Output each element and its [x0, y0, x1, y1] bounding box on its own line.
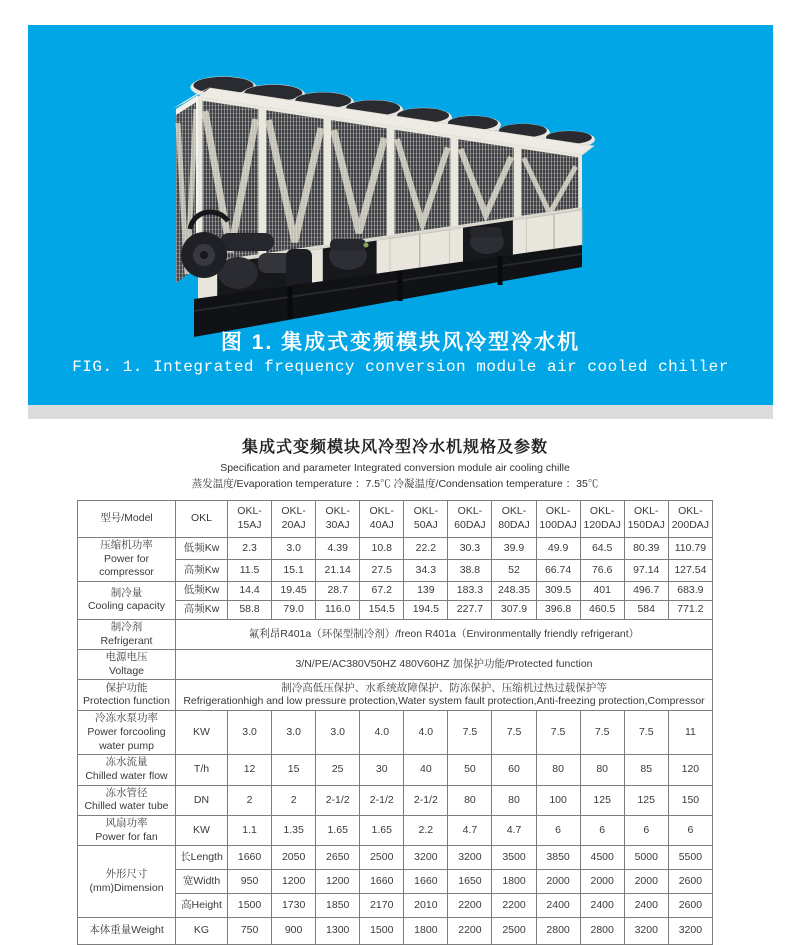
spec-cell: 125 [580, 785, 624, 815]
spec-cell: 496.7 [624, 581, 668, 600]
spec-cell: 14.4 [228, 581, 272, 600]
spec-cell: 2600 [668, 894, 712, 918]
row-label: 保护功能 Protection function [78, 680, 176, 711]
spec-cell: 2200 [448, 918, 492, 945]
spec-cell: 3200 [448, 846, 492, 870]
spec-cell: 125 [624, 785, 668, 815]
spec-cell: 2400 [580, 894, 624, 918]
figure-panel-shadow [28, 405, 773, 419]
spec-cell: 683.9 [668, 581, 712, 600]
spec-cell: 460.5 [580, 600, 624, 619]
spec-cell: 60 [492, 755, 536, 785]
spec-cell: 771.2 [668, 600, 712, 619]
spec-cell: 307.9 [492, 600, 536, 619]
spec-cell: 67.2 [360, 581, 404, 600]
spec-cell: 4500 [580, 846, 624, 870]
row-label: 制冷量 Cooling capacity [78, 581, 176, 619]
unit-cell: 长Length [176, 846, 228, 870]
spec-cell: 27.5 [360, 559, 404, 581]
spec-cell: 950 [228, 870, 272, 894]
spec-cell: 80 [492, 785, 536, 815]
spec-cell: 7.5 [536, 711, 580, 755]
spec-cell: 900 [272, 918, 316, 945]
spec-cell: 6 [580, 815, 624, 845]
spec-table [77, 500, 713, 945]
spec-cell: 3200 [404, 846, 448, 870]
spec-cell: 2050 [272, 846, 316, 870]
spec-cell: 80 [536, 755, 580, 785]
spec-cell: 1.65 [316, 815, 360, 845]
spec-cell: 2800 [580, 918, 624, 945]
spec-cell: 49.9 [536, 538, 580, 560]
unit-cell: 高频Kw [176, 600, 228, 619]
spec-cell: 2800 [536, 918, 580, 945]
model-header: OKL-60DAJ [448, 501, 492, 538]
spec-cell: 1800 [492, 870, 536, 894]
spec-cell: 309.5 [536, 581, 580, 600]
spec-cell: 7.5 [580, 711, 624, 755]
spec-cell: 2000 [536, 870, 580, 894]
spec-cell: 5000 [624, 846, 668, 870]
unit-cell: T/h [176, 755, 228, 785]
spec-cell: 227.7 [448, 600, 492, 619]
spec-cell: 1.35 [272, 815, 316, 845]
spec-cell: 66.74 [536, 559, 580, 581]
spec-cell: 氟利昂R401a（环保型制冷剂）/freon R401a（Environmentally friendly refrigerant） [176, 619, 713, 649]
spec-cell: 2500 [360, 846, 404, 870]
spec-cell: 1.65 [360, 815, 404, 845]
spec-cell: 64.5 [580, 538, 624, 560]
spec-cell: 11.5 [228, 559, 272, 581]
spec-cell: 21.14 [316, 559, 360, 581]
model-header: 型号/Model [78, 501, 176, 538]
spec-section [0, 434, 790, 945]
brand-header: OKL [176, 501, 228, 538]
spec-cell: 2650 [316, 846, 360, 870]
spec-cell: 4.7 [492, 815, 536, 845]
spec-cell: 1660 [404, 870, 448, 894]
spec-cell: 4.0 [360, 711, 404, 755]
spec-cell: 2-1/2 [316, 785, 360, 815]
spec-cell: 396.8 [536, 600, 580, 619]
row-label: 冻水流量 Chilled water flow [78, 755, 176, 785]
spec-cell: 3.0 [316, 711, 360, 755]
model-header: OKL-20AJ [272, 501, 316, 538]
spec-cell: 2.3 [228, 538, 272, 560]
model-header: OKL-80DAJ [492, 501, 536, 538]
spec-cell: 1730 [272, 894, 316, 918]
spec-cell: 1.1 [228, 815, 272, 845]
spec-cell: 30 [360, 755, 404, 785]
spec-cell: 150 [668, 785, 712, 815]
model-header: OKL-120DAJ [580, 501, 624, 538]
row-label: 压缩机功率 Power for compressor [78, 538, 176, 582]
spec-cell: 25 [316, 755, 360, 785]
spec-cell: 7.5 [624, 711, 668, 755]
spec-cell: 401 [580, 581, 624, 600]
spec-cell: 34.3 [404, 559, 448, 581]
spec-cell: 194.5 [404, 600, 448, 619]
spec-cell: 2 [228, 785, 272, 815]
spec-cell: 2010 [404, 894, 448, 918]
unit-cell: KG [176, 918, 228, 945]
unit-cell: DN [176, 785, 228, 815]
spec-cell: 58.8 [228, 600, 272, 619]
unit-cell: KW [176, 815, 228, 845]
spec-cell: 3.0 [272, 538, 316, 560]
model-header: OKL-40AJ [360, 501, 404, 538]
row-label: 冷冻水泵功率 Power forcooling water pump [78, 711, 176, 755]
unit-cell: 低频Kw [176, 581, 228, 600]
spec-cell: 6 [624, 815, 668, 845]
spec-cell: 3.0 [272, 711, 316, 755]
spec-cell: 11 [668, 711, 712, 755]
unit-cell: KW [176, 711, 228, 755]
spec-cell: 3.0 [228, 711, 272, 755]
spec-conditions: 蒸发温度/Evaporation temperature ：7.5℃ 冷凝温度/Condensation temperature ：35℃ [191, 478, 599, 490]
spec-cell: 97.14 [624, 559, 668, 581]
spec-cell: 15 [272, 755, 316, 785]
spec-cell: 2200 [492, 894, 536, 918]
figure-caption-en: FIG. 1. Integrated frequency conversion module air cooled chiller [72, 358, 729, 376]
spec-cell: 2.2 [404, 815, 448, 845]
spec-cell: 139 [404, 581, 448, 600]
row-label: 外形尺寸 (mm)Dimension [78, 846, 176, 918]
spec-cell: 127.54 [668, 559, 712, 581]
spec-cell: 248.35 [492, 581, 536, 600]
spec-cell: 76.6 [580, 559, 624, 581]
spec-cell: 79.0 [272, 600, 316, 619]
spec-cell: 50 [448, 755, 492, 785]
row-label: 冻水管径 Chilled water tube [78, 785, 176, 815]
unit-cell: 宽Width [176, 870, 228, 894]
row-label: 本体重量Weight [78, 918, 176, 945]
spec-cell: 1660 [228, 846, 272, 870]
row-label: 制冷剂 Refrigerant [78, 619, 176, 649]
model-header: OKL-100DAJ [536, 501, 580, 538]
spec-cell: 2400 [536, 894, 580, 918]
spec-cell: 2170 [360, 894, 404, 918]
spec-cell: 1500 [360, 918, 404, 945]
chiller-photo [170, 49, 610, 341]
model-header: OKL-200DAJ [668, 501, 712, 538]
spec-cell: 40 [404, 755, 448, 785]
spec-cell: 116.0 [316, 600, 360, 619]
spec-cell: 3200 [624, 918, 668, 945]
spec-cell: 5500 [668, 846, 712, 870]
spec-cell: 1650 [448, 870, 492, 894]
spec-cell: 19.45 [272, 581, 316, 600]
spec-subtitle-en: Specification and parameter Integrated conversion module air cooling chille [220, 462, 570, 474]
spec-cell: 2 [272, 785, 316, 815]
spec-cell: 3500 [492, 846, 536, 870]
spec-cell: 6 [536, 815, 580, 845]
spec-cell: 3200 [668, 918, 712, 945]
spec-cell: 2000 [580, 870, 624, 894]
spec-cell: 2600 [668, 870, 712, 894]
spec-cell: 6 [668, 815, 712, 845]
spec-cell: 1850 [316, 894, 360, 918]
figure-panel [28, 25, 773, 405]
spec-cell: 85 [624, 755, 668, 785]
spec-title: 集成式变频模块风冷型冷水机规格及参数 [241, 439, 548, 456]
spec-cell: 154.5 [360, 600, 404, 619]
spec-cell: 2200 [448, 894, 492, 918]
spec-cell: 1660 [360, 870, 404, 894]
spec-cell: 15.1 [272, 559, 316, 581]
spec-cell: 4.0 [404, 711, 448, 755]
unit-cell: 高频Kw [176, 559, 228, 581]
spec-cell: 7.5 [492, 711, 536, 755]
spec-cell: 12 [228, 755, 272, 785]
spec-cell: 110.79 [668, 538, 712, 560]
spec-cell: 1800 [404, 918, 448, 945]
spec-cell: 3850 [536, 846, 580, 870]
spec-cell: 3/N/PE/AC380V50HZ 480V60HZ 加保护功能/Protected function [176, 650, 713, 680]
row-label: 电源电压 Voltage [78, 650, 176, 680]
spec-cell: 584 [624, 600, 668, 619]
spec-cell: 22.2 [404, 538, 448, 560]
spec-cell: 120 [668, 755, 712, 785]
spec-cell: 1300 [316, 918, 360, 945]
spec-cell: 52 [492, 559, 536, 581]
model-header: OKL-150DAJ [624, 501, 668, 538]
spec-cell: 750 [228, 918, 272, 945]
spec-cell: 39.9 [492, 538, 536, 560]
row-label: 风扇功率 Power for fan [78, 815, 176, 845]
spec-cell: 2-1/2 [404, 785, 448, 815]
spec-cell: 100 [536, 785, 580, 815]
spec-cell: 2-1/2 [360, 785, 404, 815]
spec-cell: 30.3 [448, 538, 492, 560]
model-header: OKL-30AJ [316, 501, 360, 538]
spec-cell: 1500 [228, 894, 272, 918]
unit-cell: 低频Kw [176, 538, 228, 560]
spec-cell: 4.39 [316, 538, 360, 560]
spec-cell: 7.5 [448, 711, 492, 755]
spec-cell: 183.3 [448, 581, 492, 600]
spec-cell: 28.7 [316, 581, 360, 600]
spec-cell: 1200 [316, 870, 360, 894]
figure-caption-zh: 图 1. 集成式变频模块风冷型冷水机 [220, 331, 581, 354]
spec-cell: 2400 [624, 894, 668, 918]
spec-cell: 2000 [624, 870, 668, 894]
spec-cell: 38.8 [448, 559, 492, 581]
spec-cell: 1200 [272, 870, 316, 894]
spec-cell: 4.7 [448, 815, 492, 845]
spec-cell: 80.39 [624, 538, 668, 560]
model-header: OKL-15AJ [228, 501, 272, 538]
spec-cell: 2500 [492, 918, 536, 945]
spec-cell: 10.8 [360, 538, 404, 560]
spec-cell: 制冷高低压保护、水系统故障保护、防冻保护、压缩机过热过载保护等 Refrigerationhigh and low pressure protection,Water system fault protection,Anti-freezing protection,Compressor [176, 680, 713, 711]
spec-cell: 80 [580, 755, 624, 785]
model-header: OKL-50AJ [404, 501, 448, 538]
spec-cell: 80 [448, 785, 492, 815]
unit-cell: 高Height [176, 894, 228, 918]
